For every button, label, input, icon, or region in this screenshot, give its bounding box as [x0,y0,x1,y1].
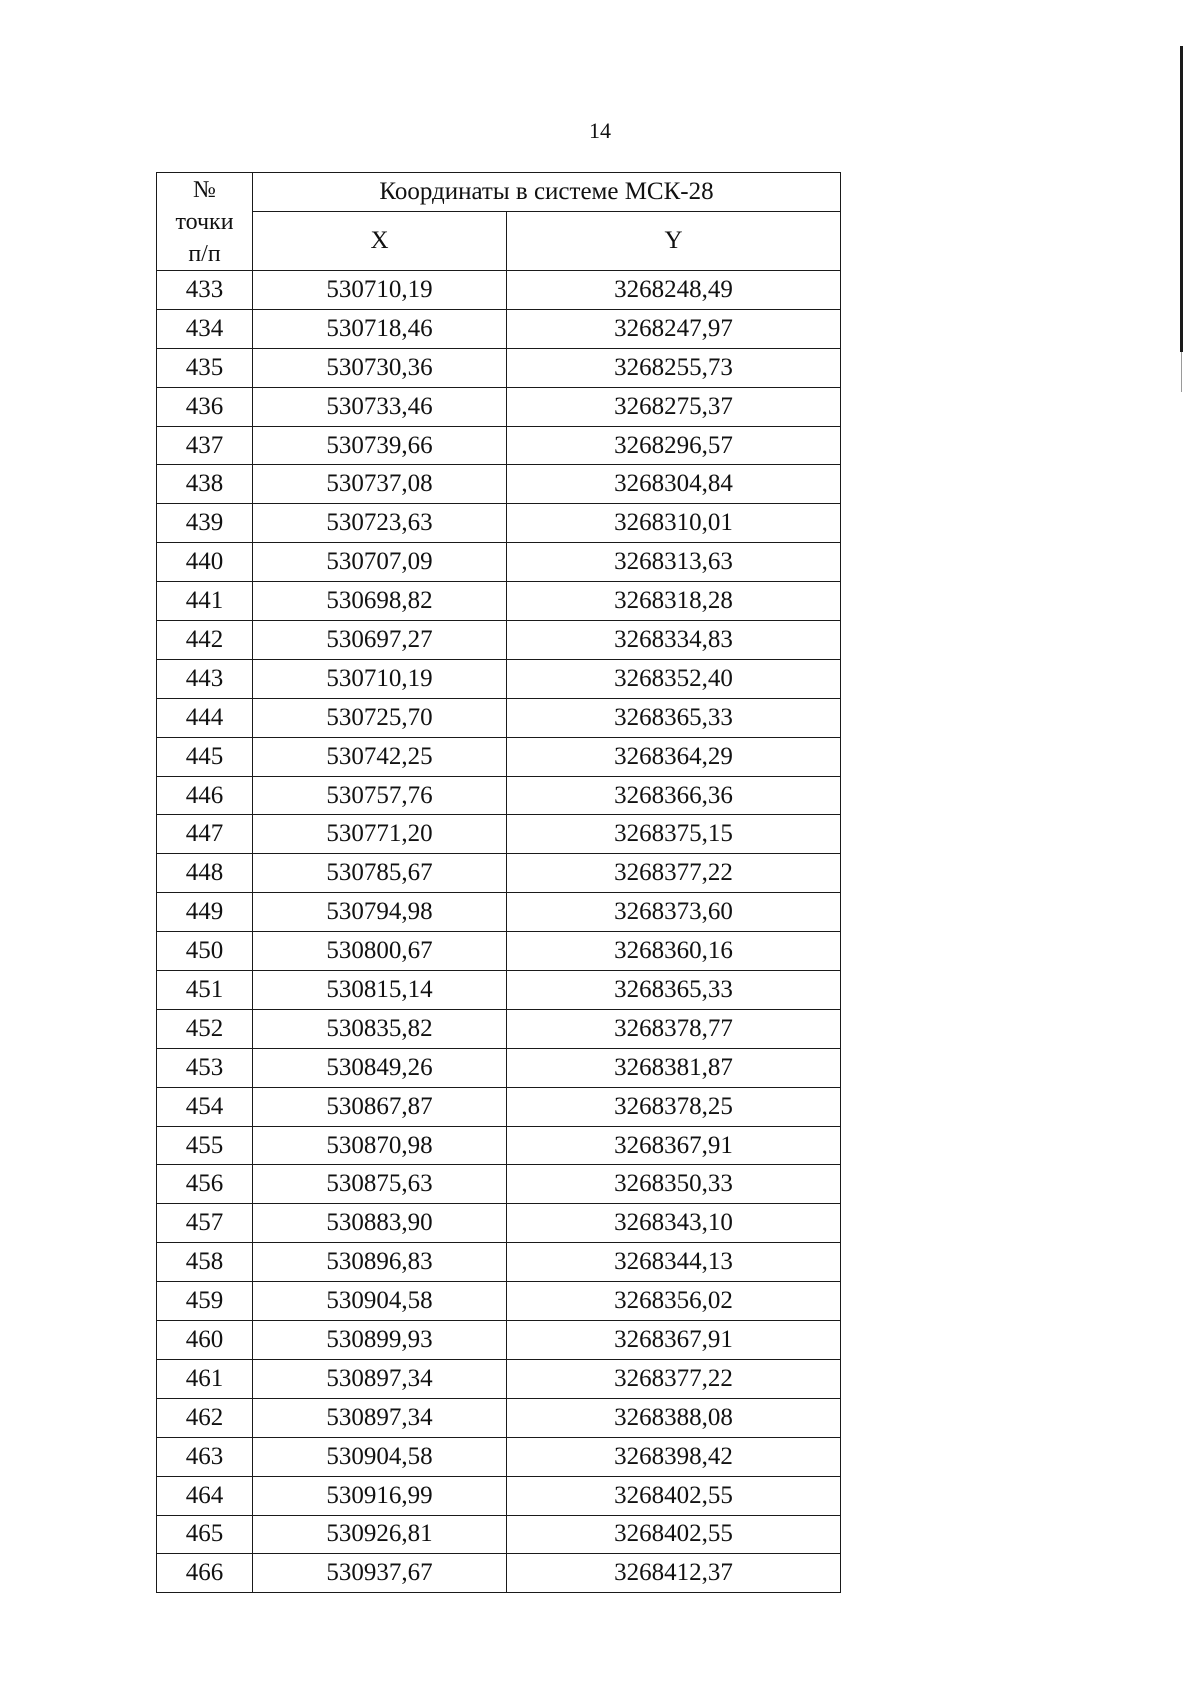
x-coordinate-cell: 530710,19 [253,271,507,310]
point-number-cell: 458 [157,1243,253,1282]
x-coordinate-cell: 530849,26 [253,1048,507,1087]
x-coordinate-cell: 530710,19 [253,659,507,698]
x-coordinate-cell: 530875,63 [253,1165,507,1204]
table-row [157,737,841,776]
y-coordinate-cell: 3268366,36 [507,776,841,815]
point-number-cell: 438 [157,465,253,504]
y-coordinate-cell: 3268375,15 [507,815,841,854]
scan-edge-line-faint [1181,352,1182,392]
x-coordinate-cell: 530904,58 [253,1282,507,1321]
x-coordinate-cell: 530771,20 [253,815,507,854]
point-number-header-line2: точки [175,208,234,235]
x-coordinate-cell: 530785,67 [253,854,507,893]
point-number-cell: 466 [157,1554,253,1593]
point-number-cell: 435 [157,348,253,387]
table-body [157,271,841,1593]
y-coordinate-cell: 3268310,01 [507,504,841,543]
point-number-cell: 453 [157,1048,253,1087]
point-number-cell: 442 [157,621,253,660]
y-column-header: Y [507,212,841,271]
table-row [157,854,841,893]
coordinates-system-header: Координаты в системе МСК-28 [253,173,841,212]
table-row [157,582,841,621]
y-coordinate-cell: 3268364,29 [507,737,841,776]
table-row [157,971,841,1010]
y-coordinate-cell: 3268255,73 [507,348,841,387]
x-coordinate-cell: 530916,99 [253,1476,507,1515]
y-coordinate-cell: 3268248,49 [507,271,841,310]
table-row [157,659,841,698]
x-coordinate-cell: 530718,46 [253,309,507,348]
y-coordinate-cell: 3268352,40 [507,659,841,698]
y-coordinate-cell: 3268412,37 [507,1554,841,1593]
point-number-cell: 455 [157,1126,253,1165]
table-row [157,1087,841,1126]
table-row [157,1398,841,1437]
x-coordinate-cell: 530904,58 [253,1437,507,1476]
table-row [157,1476,841,1515]
x-coordinate-cell: 530800,67 [253,932,507,971]
table-row [157,1554,841,1593]
point-number-header-line1: № [193,176,216,203]
point-number-header [157,173,253,271]
y-coordinate-cell: 3268343,10 [507,1204,841,1243]
y-coordinate-cell: 3268334,83 [507,621,841,660]
y-coordinate-cell: 3268367,91 [507,1126,841,1165]
scan-edge-line [1180,46,1183,352]
point-number-cell: 449 [157,893,253,932]
table-row [157,1437,841,1476]
table-header [157,173,841,271]
table-row [157,309,841,348]
point-number-cell: 454 [157,1087,253,1126]
x-coordinate-cell: 530794,98 [253,893,507,932]
point-number-cell: 433 [157,271,253,310]
x-coordinate-cell: 530698,82 [253,582,507,621]
point-number-header-line3: п/п [188,240,221,267]
point-number-cell: 447 [157,815,253,854]
x-coordinate-cell: 530867,87 [253,1087,507,1126]
x-coordinate-cell: 530937,67 [253,1554,507,1593]
point-number-cell: 436 [157,387,253,426]
y-coordinate-cell: 3268377,22 [507,1359,841,1398]
point-number-cell: 460 [157,1321,253,1360]
table-row [157,543,841,582]
y-coordinate-cell: 3268402,55 [507,1515,841,1554]
y-coordinate-cell: 3268398,42 [507,1437,841,1476]
point-number-cell: 450 [157,932,253,971]
x-coordinate-cell: 530725,70 [253,698,507,737]
point-number-cell: 448 [157,854,253,893]
table-row [157,776,841,815]
x-coordinate-cell: 530883,90 [253,1204,507,1243]
y-coordinate-cell: 3268318,28 [507,582,841,621]
table-row [157,1126,841,1165]
x-coordinate-cell: 530737,08 [253,465,507,504]
y-coordinate-cell: 3268296,57 [507,426,841,465]
y-coordinate-cell: 3268388,08 [507,1398,841,1437]
y-coordinate-cell: 3268402,55 [507,1476,841,1515]
point-number-cell: 446 [157,776,253,815]
x-coordinate-cell: 530697,27 [253,621,507,660]
point-number-cell: 440 [157,543,253,582]
point-number-cell: 457 [157,1204,253,1243]
y-coordinate-cell: 3268344,13 [507,1243,841,1282]
table-row [157,504,841,543]
table-row [157,698,841,737]
y-coordinate-cell: 3268365,33 [507,698,841,737]
table-row [157,1282,841,1321]
table-row [157,893,841,932]
point-number-cell: 443 [157,659,253,698]
table-row [157,387,841,426]
point-number-cell: 456 [157,1165,253,1204]
x-coordinate-cell: 530707,09 [253,543,507,582]
table-row [157,1515,841,1554]
y-coordinate-cell: 3268350,33 [507,1165,841,1204]
table-row [157,348,841,387]
point-number-cell: 444 [157,698,253,737]
x-coordinate-cell: 530742,25 [253,737,507,776]
table-row [157,426,841,465]
y-coordinate-cell: 3268313,63 [507,543,841,582]
coordinates-table [156,172,841,1593]
point-number-cell: 434 [157,309,253,348]
point-number-cell: 459 [157,1282,253,1321]
table-row [157,1243,841,1282]
page-number: 14 [589,118,611,143]
y-coordinate-cell: 3268365,33 [507,971,841,1010]
table-row [157,1359,841,1398]
y-coordinate-cell: 3268367,91 [507,1321,841,1360]
table-row [157,815,841,854]
point-number-cell: 464 [157,1476,253,1515]
point-number-cell: 465 [157,1515,253,1554]
point-number-cell: 437 [157,426,253,465]
x-coordinate-cell: 530897,34 [253,1359,507,1398]
table-row [157,1204,841,1243]
y-coordinate-cell: 3268304,84 [507,465,841,504]
y-coordinate-cell: 3268356,02 [507,1282,841,1321]
x-coordinate-cell: 530757,76 [253,776,507,815]
table-row [157,1165,841,1204]
y-coordinate-cell: 3268381,87 [507,1048,841,1087]
x-coordinate-cell: 530815,14 [253,971,507,1010]
y-coordinate-cell: 3268275,37 [507,387,841,426]
table-row [157,465,841,504]
table-row [157,1048,841,1087]
x-coordinate-cell: 530739,66 [253,426,507,465]
point-number-cell: 461 [157,1359,253,1398]
y-coordinate-cell: 3268247,97 [507,309,841,348]
table-row [157,1321,841,1360]
table-row [157,932,841,971]
x-coordinate-cell: 530870,98 [253,1126,507,1165]
y-coordinate-cell: 3268378,25 [507,1087,841,1126]
point-number-cell: 451 [157,971,253,1010]
point-number-cell: 452 [157,1009,253,1048]
y-coordinate-cell: 3268377,22 [507,854,841,893]
x-column-header: X [253,212,507,271]
point-number-cell: 463 [157,1437,253,1476]
table-row [157,271,841,310]
x-coordinate-cell: 530896,83 [253,1243,507,1282]
table-row [157,1009,841,1048]
table-row [157,621,841,660]
x-coordinate-cell: 530926,81 [253,1515,507,1554]
y-coordinate-cell: 3268360,16 [507,932,841,971]
point-number-cell: 462 [157,1398,253,1437]
x-coordinate-cell: 530723,63 [253,504,507,543]
x-coordinate-cell: 530730,36 [253,348,507,387]
point-number-cell: 445 [157,737,253,776]
x-coordinate-cell: 530897,34 [253,1398,507,1437]
point-number-cell: 441 [157,582,253,621]
x-coordinate-cell: 530733,46 [253,387,507,426]
x-coordinate-cell: 530899,93 [253,1321,507,1360]
point-number-cell: 439 [157,504,253,543]
y-coordinate-cell: 3268373,60 [507,893,841,932]
x-coordinate-cell: 530835,82 [253,1009,507,1048]
y-coordinate-cell: 3268378,77 [507,1009,841,1048]
